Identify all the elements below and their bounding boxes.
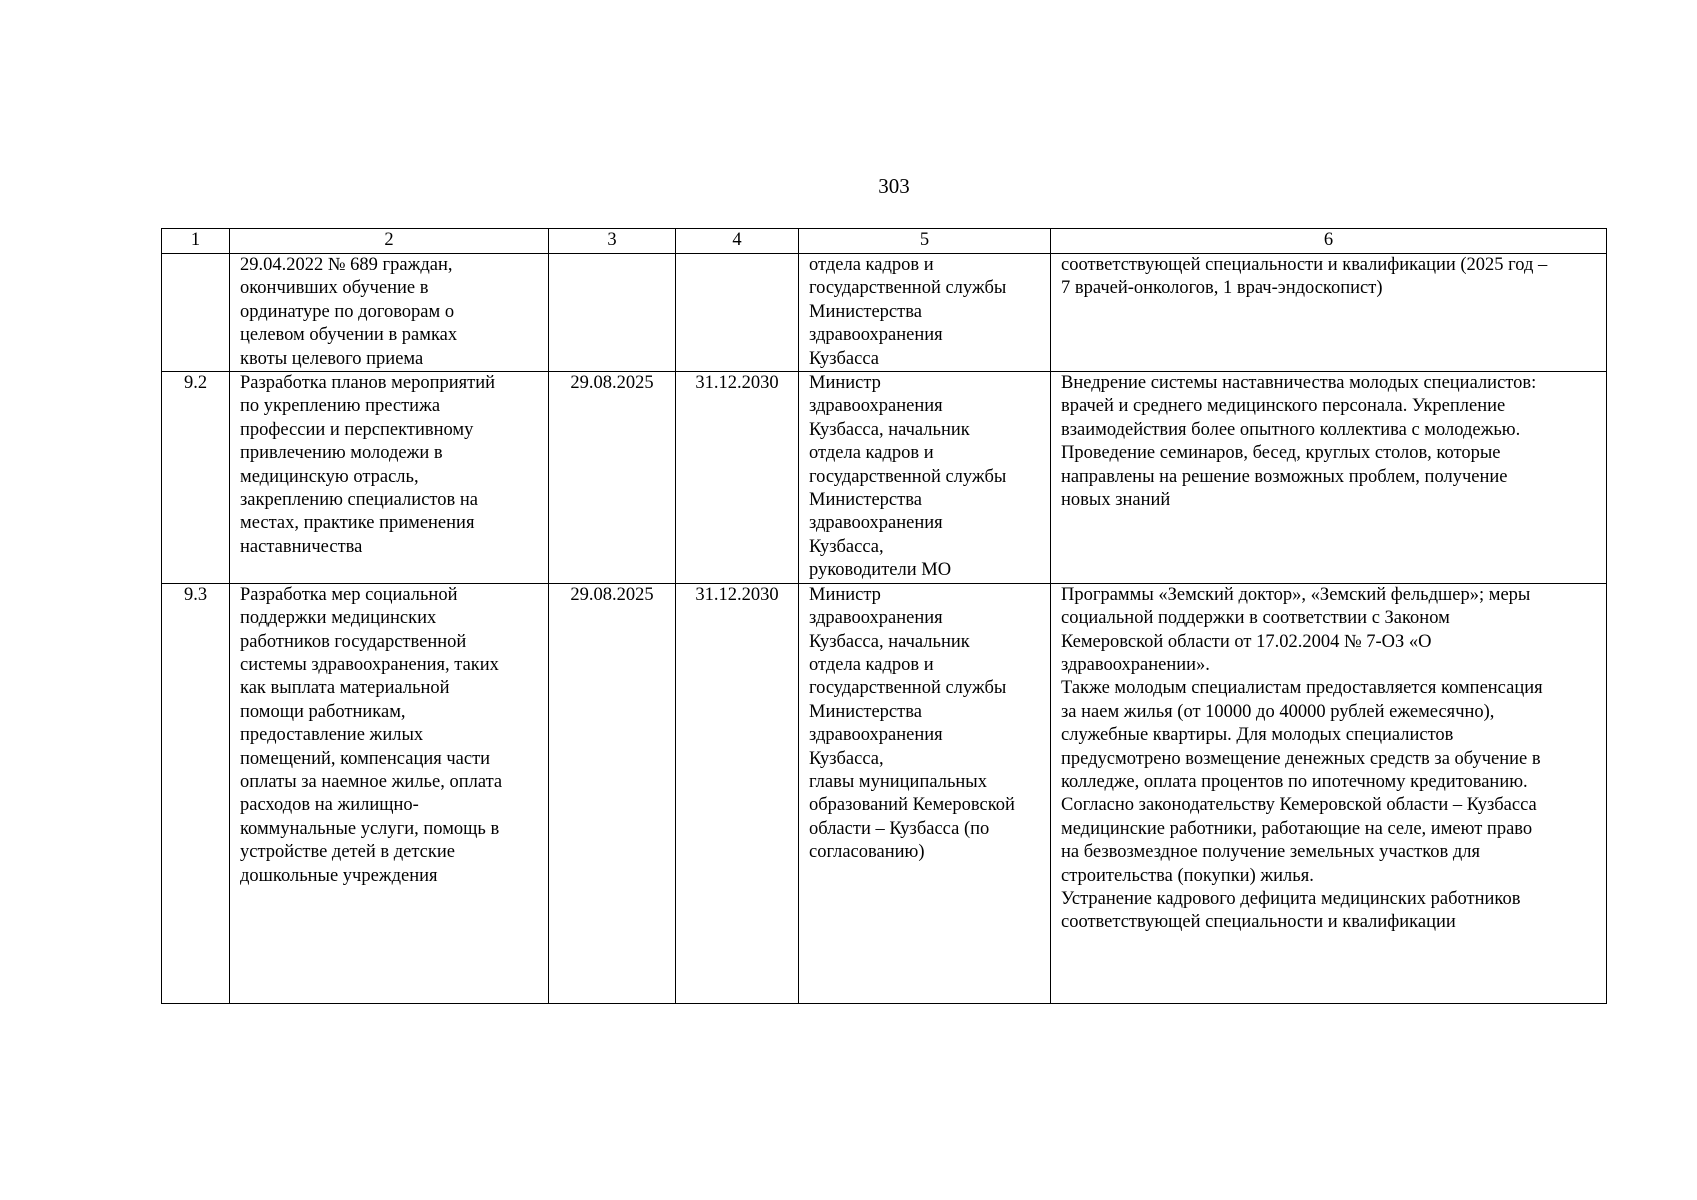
start-date-cell: 29.08.2025: [549, 583, 676, 1003]
column-header: 3: [549, 229, 676, 254]
row-number: 9.3: [162, 583, 230, 1003]
column-header: 1: [162, 229, 230, 254]
column-header: 5: [799, 229, 1051, 254]
result-cell: соответствующей специальности и квалификации (2025 год – 7 врачей-онкологов, 1 врач-эндоскопист): [1051, 254, 1607, 372]
table-header-row: [162, 229, 1607, 254]
row-number: [162, 254, 230, 372]
page-number: 303: [878, 174, 910, 198]
result-cell: Программы «Земский доктор», «Земский фельдшер»; меры социальной поддержки в соответствии с Законом Кемеровской области от 17.02.2004 № 7-ОЗ «О здравоохранении». Также молодым специалистам предоставляется компенсация за наем жилья (от 10000 до 40000 рублей ежемесячно), служебные квартиры. Для молодых специалистов предусмотрено возмещение денежных средств за обучение в колледже, оплата процентов по ипотечному кредитованию. Согласно законодательству Кемеровской области – Кузбасса медицинские работники, работающие на селе, имеют право на безвозмездное получение земельных участков для строительства (покупки) жилья. Устранение кадрового дефицита медицинских работников соответствующей специальности и квалификации: [1051, 583, 1607, 1003]
column-header: 4: [676, 229, 799, 254]
responsible-cell: Министр здравоохранения Кузбасса, начальник отдела кадров и государственной службы Министерства здравоохранения Кузбасса, главы муниципальных образований Кемеровской области – Кузбасса (по согласованию): [799, 583, 1051, 1003]
responsible-cell: Министр здравоохранения Кузбасса, начальник отдела кадров и государственной службы Министерства здравоохранения Кузбасса, руководители МО: [799, 372, 1051, 584]
row-number: 9.2: [162, 372, 230, 584]
responsible-cell: отдела кадров и государственной службы Министерства здравоохранения Кузбасса: [799, 254, 1051, 372]
start-date-cell: [549, 254, 676, 372]
activity-cell: Разработка планов мероприятий по укреплению престижа профессии и перспективному привлечению молодежи в медицинскую отрасль, закреплению специалистов на местах, практике применения наставничества: [230, 372, 549, 584]
activity-cell: 29.04.2022 № 689 граждан, окончивших обучение в ординатуре по договорам о целевом обучении в рамках квоты целевого приема: [230, 254, 549, 372]
result-cell: Внедрение системы наставничества молодых специалистов: врачей и среднего медицинского персонала. Укрепление взаимодействия более опытного коллектива с молодежью. Проведение семинаров, бесед, круглых столов, которые направлены на решение возможных проблем, получение новых знаний: [1051, 372, 1607, 584]
start-date-cell: 29.08.2025: [549, 372, 676, 584]
column-header: 6: [1051, 229, 1607, 254]
table-row: [162, 372, 1607, 584]
table-row: [162, 583, 1607, 1003]
column-header: 2: [230, 229, 549, 254]
end-date-cell: 31.12.2030: [676, 583, 799, 1003]
table-row: [162, 254, 1607, 372]
end-date-cell: [676, 254, 799, 372]
end-date-cell: 31.12.2030: [676, 372, 799, 584]
activity-cell: Разработка мер социальной поддержки медицинских работников государственной системы здравоохранения, таких как выплата материальной помощи работникам, предоставление жилых помещений, компенсация части оплаты за наемное жилье, оплата расходов на жилищно- коммунальные услуги, помощь в устройстве детей в детские дошкольные учреждения: [230, 583, 549, 1003]
measures-table: [161, 228, 1607, 1004]
